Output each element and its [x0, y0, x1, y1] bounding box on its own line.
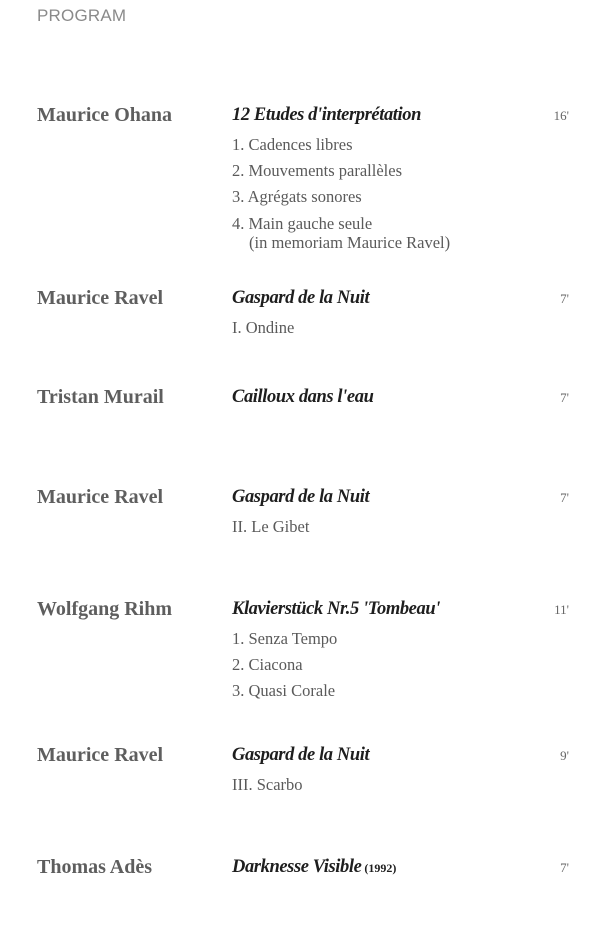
page-title: PROGRAM: [37, 6, 127, 25]
duration: 9': [560, 748, 569, 763]
composer-name: Thomas Adès: [37, 856, 153, 878]
movement-item: III. Scarbo: [232, 775, 303, 794]
movement-item: I. Ondine: [232, 318, 295, 337]
work-title: 12 Etudes d'interprétation: [232, 105, 422, 125]
composer-name: Wolfgang Rihm: [37, 598, 173, 620]
movement-item: [232, 214, 450, 252]
movement-item: II. Le Gibet: [232, 517, 310, 536]
movement-title: 4. Main gauche seule: [232, 214, 373, 233]
movement-dedication: (in memoriam Maurice Ravel): [249, 233, 451, 252]
movement-item: 1. Senza Tempo: [232, 629, 338, 648]
movement-item: 3. Agrégats sonores: [232, 187, 362, 206]
movement-item: 2. Mouvements parallèles: [232, 161, 402, 180]
work-title: Klavierstück Nr.5 'Tombeau': [232, 599, 440, 619]
movement-list: [232, 776, 303, 802]
movement-item: 2. Ciacona: [232, 655, 303, 674]
composer-name: Maurice Ohana: [37, 104, 172, 126]
work-title: Gaspard de la Nuit: [232, 288, 370, 308]
composer-name: Maurice Ravel: [37, 744, 164, 766]
composer-name: Maurice Ravel: [37, 287, 164, 309]
duration: 11': [554, 602, 569, 617]
duration: 7': [560, 390, 569, 405]
work-title: Gaspard de la Nuit: [232, 487, 370, 507]
work-title-text: Darknesse Visible: [232, 857, 362, 877]
duration: 7': [560, 291, 569, 306]
movement-list: [232, 630, 337, 708]
work-title: [232, 857, 396, 878]
movement-list: [232, 136, 450, 252]
duration: 7': [560, 490, 569, 505]
movement-list: [232, 319, 294, 345]
work-title: Cailloux dans l'eau: [232, 387, 374, 407]
duration: 7': [560, 860, 569, 875]
movement-list: [232, 518, 309, 544]
work-year: (1992): [364, 861, 397, 875]
duration: 16': [553, 108, 569, 123]
composer-name: Tristan Murail: [37, 386, 164, 408]
composer-name: Maurice Ravel: [37, 486, 164, 508]
movement-item: 1. Cadences libres: [232, 135, 353, 154]
movement-item: 3. Quasi Corale: [232, 681, 336, 700]
work-title: Gaspard de la Nuit: [232, 745, 370, 765]
